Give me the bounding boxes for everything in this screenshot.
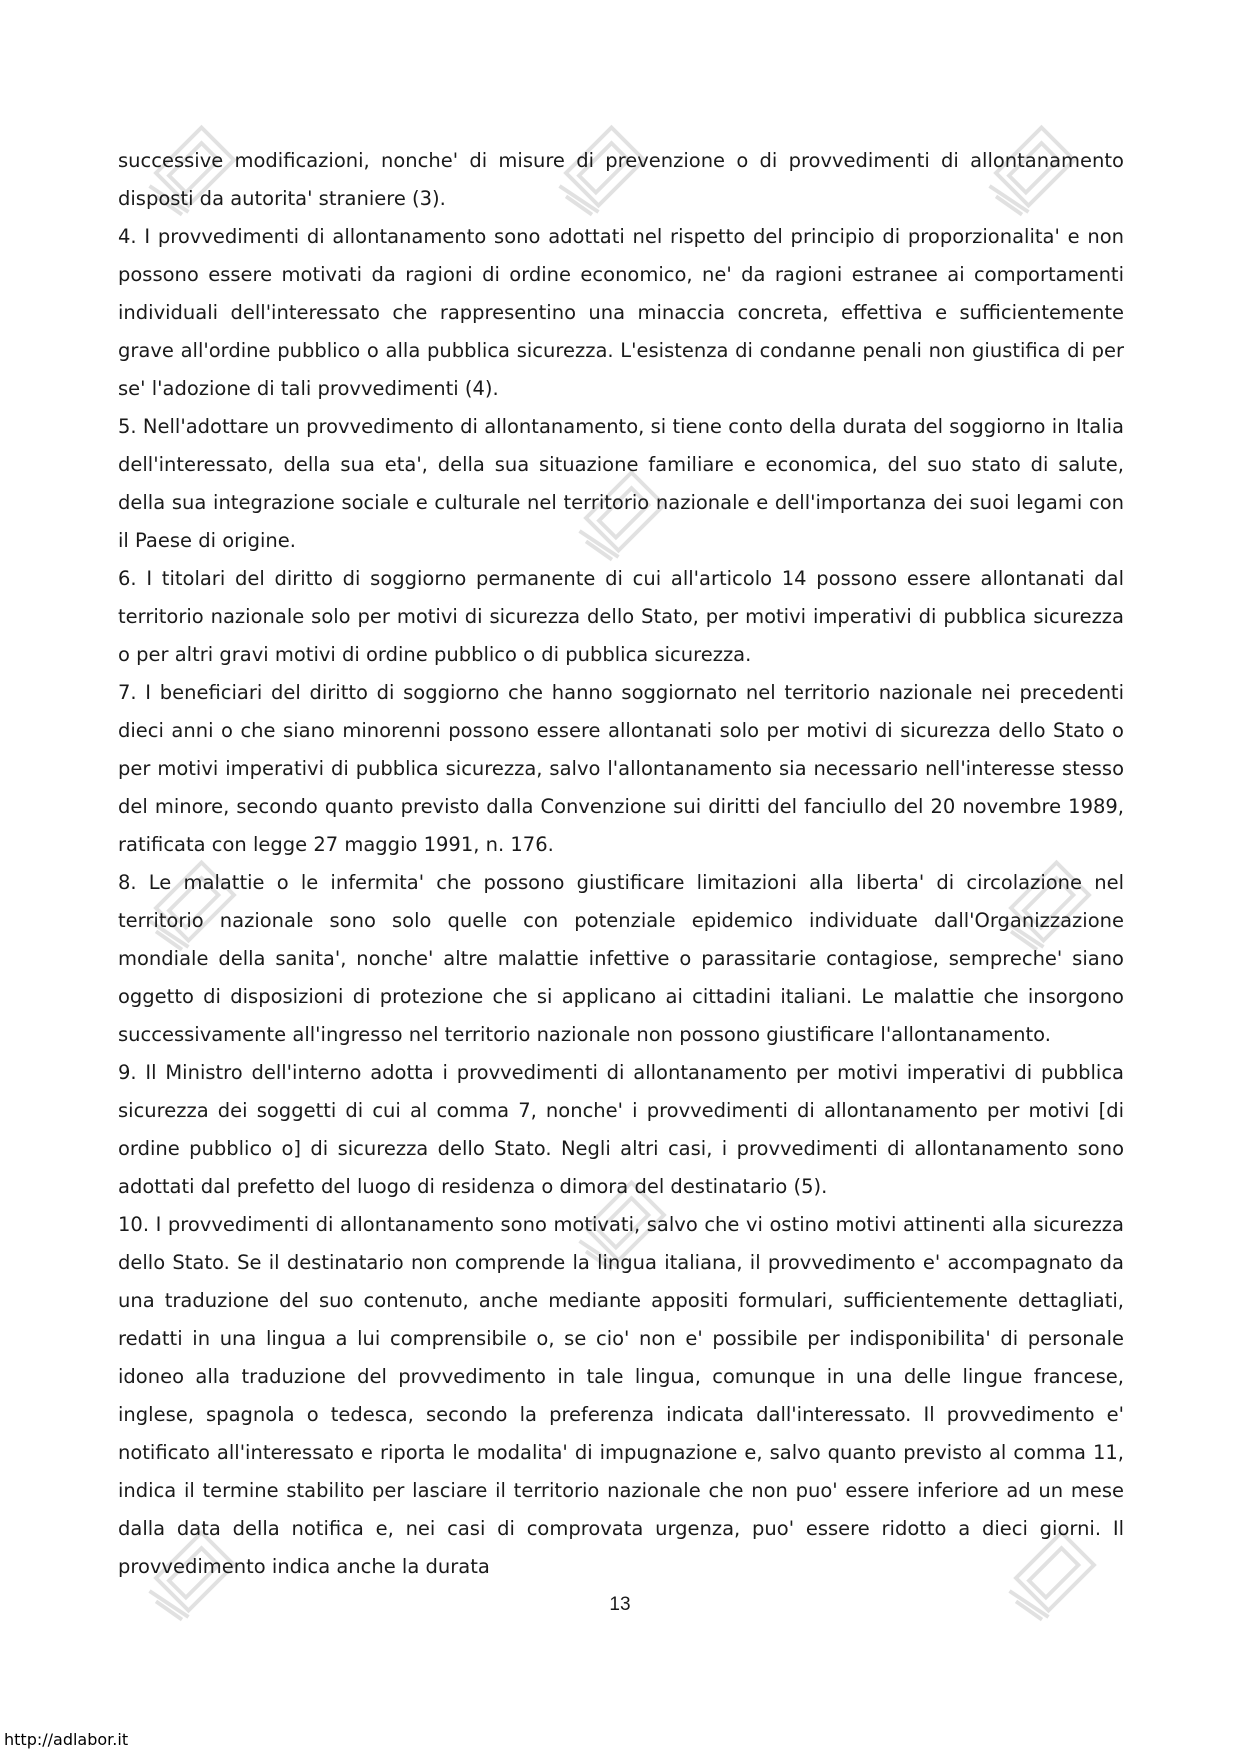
paragraph-comma-5: 5. Nell'adottare un provvedimento di allontanamento, si tiene conto della durata del soggiorno in Italia dell'interessato, della sua eta', della sua situazione familiare e economica, del suo stato di salute, della sua integrazione sociale e culturale nel territorio nazionale e dell'importanza dei suoi legami con il Paese di origine.	[118, 415, 1124, 552]
paragraph-comma-6: 6. I titolari del diritto di soggiorno permanente di cui all'articolo 14 possono essere allontanati dal territorio nazionale solo per motivi di sicurezza dello Stato, per motivi imperativi di pubblica sicurezza o per altri gravi motivi di ordine pubblico o di pubblica sicurezza.	[118, 567, 1124, 666]
document-body	[118, 142, 1124, 1586]
paragraph-continuation: successive modificazioni, nonche' di misure di prevenzione o di provvedimenti di allontanamento disposti da autorita' straniere (3).	[118, 149, 1124, 210]
page-number: 13	[609, 1594, 631, 1615]
paragraph-comma-10: 10. I provvedimenti di allontanamento sono motivati, salvo che vi ostino motivi attinenti alla sicurezza dello Stato. Se il destinatario non comprende la lingua italiana, il provvedimento e' accompagnato da una traduzione del suo contenuto, anche mediante appositi formulari, sufficientemente dettagliati, redatti in una lingua a lui comprensibile o, se cio' non e' possibile per indisponibilita' di personale idoneo alla traduzione del provvedimento in tale lingua, comunque in una delle lingue francese, inglese, spagnola o tedesca, secondo la preferenza indicata dall'interessato. Il provvedimento e' notificato all'interessato e riporta le modalita' di impugnazione e, salvo quanto previsto al comma 11, indica il termine stabilito per lasciare il territorio nazionale che non puo' essere inferiore ad un mese dalla data della notifica e, nei casi di comprovata urgenza, puo' essere ridotto a dieci giorni. Il provvedimento indica anche la durata	[118, 1213, 1124, 1578]
footer-url: http://adlabor.it	[4, 1730, 129, 1749]
paragraph-comma-4: 4. I provvedimenti di allontanamento sono adottati nel rispetto del principio di proporzionalita' e non possono essere motivati da ragioni di ordine economico, ne' da ragioni estranee ai comportamenti individuali dell'interessato che rappresentino una minaccia concreta, effettiva e sufficientemente grave all'ordine pubblico o alla pubblica sicurezza. L'esistenza di condanne penali non giustifica di per se' l'adozione di tali provvedimenti (4).	[118, 225, 1124, 400]
paragraph-comma-7: 7. I beneficiari del diritto di soggiorno che hanno soggiornato nel territorio nazionale nei precedenti dieci anni o che siano minorenni possono essere allontanati solo per motivi di sicurezza dello Stato o per motivi imperativi di pubblica sicurezza, salvo l'allontanamento sia necessario nell'interesse stesso del minore, secondo quanto previsto dalla Convenzione sui diritti del fanciullo del 20 novembre 1989, ratificata con legge 27 maggio 1991, n. 176.	[118, 681, 1124, 856]
paragraph-comma-9: 9. Il Ministro dell'interno adotta i provvedimenti di allontanamento per motivi imperativi di pubblica sicurezza dei soggetti di cui al comma 7, nonche' i provvedimenti di allontanamento per motivi [di ordine pubblico o] di sicurezza dello Stato. Negli altri casi, i provvedimenti di allontanamento sono adottati dal prefetto del luogo di residenza o dimora del destinatario (5).	[118, 1061, 1124, 1198]
paragraph-comma-8: 8. Le malattie o le infermita' che possono giustificare limitazioni alla liberta' di circolazione nel territorio nazionale sono solo quelle con potenziale epidemico individuate dall'Organizzazione mondiale della sanita', nonche' altre malattie infettive o parassitarie contagiose, sempreche' siano oggetto di disposizioni di protezione che si applicano ai cittadini italiani. Le malattie che insorgono successivamente all'ingresso nel territorio nazionale non possono giustificare l'allontanamento.	[118, 871, 1124, 1046]
